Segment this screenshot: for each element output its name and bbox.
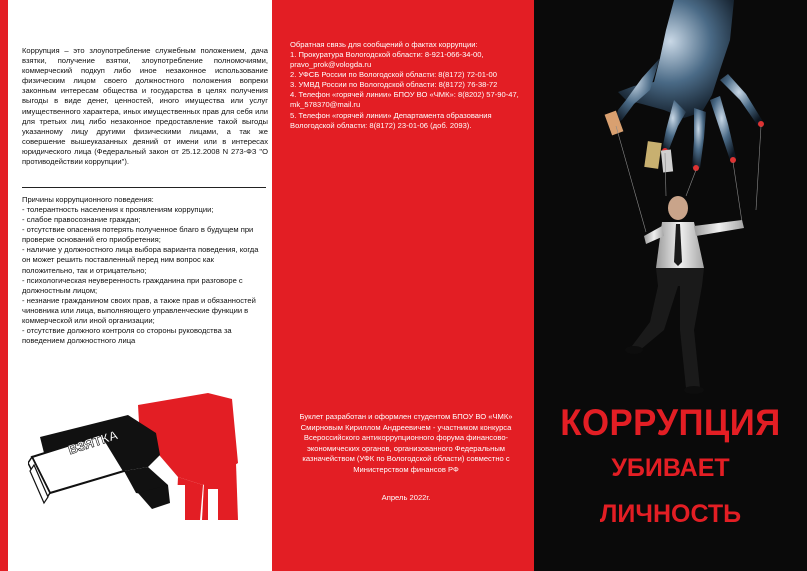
puppet-man-icon [625, 196, 744, 394]
cause-item: - толерантность населения к проявлениям коррупции; [22, 205, 214, 214]
credits-text: Буклет разработан и оформлен студентом БПОУ ВО «ЧМК» Смирновым Кириллом Андреевичем - участником конкурса Всероссийского антикоррупционного форума финансово-экономических органов, организованного Федеральным казначейством (УФК по Вологодской области) совместно с Министерством финансов РФ [299, 412, 513, 474]
contact-item: 3. УМВД России по Вологодской области: 8(8172) 76-38-72 [290, 80, 498, 90]
contact-item: 1. Прокуратура Вологодской области: 8-921-066-34-00, pravo_prok@vologda.ru [290, 50, 484, 70]
contact-item: 4. Телефон «горячей линии» БПОУ ВО «ЧМК»: 8(8202) 57-90-47, mk_578370@mail.ru [290, 90, 519, 110]
contact-item: 2. УФСБ России по Вологодской области: 8(8172) 72-01-00 [290, 70, 497, 80]
cover-title-line2: УБИВАЕТ [611, 454, 730, 482]
cause-item: - слабое правосознание граждан; [22, 215, 141, 225]
cover-panel [534, 0, 807, 571]
contacts-list [290, 50, 524, 131]
corruption-definition: Коррупция – это злоупотребление служебным положением, дача взятки, получение взятки, злоупотребление полномочиями, коммерческий подкуп либо иное незаконное использование физическим лицом своего должностного положения вопреки законным интересам общества и государства в целях получения выгоды в виде денег, ценностей, иного имущества или услуг имущественного характера, иных имущественных прав для себя или для третьих лиц либо незаконное предоставление такой выгоды указанному лицу другими физическими лицами, а так же совершение вышеуказанных деяний от имени или в интересах юридического лица (Федеральный закон от 25.12.2008 N 273-ФЗ "О противодействии коррупции"). [22, 46, 268, 167]
cause-item: - наличие у должностного лица выбора варианта поведения, когда он может решить поставленный перед ним вопрос как положительно, так и отрицательно; [22, 245, 259, 275]
contacts-title: Обратная связь для сообщений о фактах коррупции: [290, 40, 478, 49]
contact-item: 5. Телефон «горячей линии» Департамента образования Вологодской области: 8(8172) 23-01-06 (доб. 2093). [290, 110, 492, 130]
cause-item: - отсутствие должного контроля со стороны руководства за поведением должностного лица [22, 326, 232, 346]
causes-title: Причины коррупционного поведения: [22, 195, 154, 204]
cover-title-line3: ЛИЧНОСТЬ [599, 500, 742, 528]
left-panel [8, 0, 272, 571]
bribe-illustration [28, 385, 263, 520]
causes-list [22, 205, 266, 346]
cause-item: - отсутствие опасения потерять полученное благо в будущем при проверке оснований его приобретения; [22, 225, 254, 245]
cause-item: - психологическая неуверенность гражданина при разговоре с должностным лицом; [22, 275, 243, 295]
publication-date: Апрель 2022г. [381, 493, 431, 502]
bribe-label: ВЗЯТКА [66, 427, 120, 458]
cover-title-line1: КОРРУПЦИЯ [560, 402, 781, 443]
middle-panel [272, 0, 534, 571]
banknotes-icon [605, 111, 674, 173]
section-divider [22, 187, 266, 188]
puppeteer-hand-icon [613, 0, 764, 171]
puppet-illustration [534, 0, 807, 400]
cause-item: - незнание гражданином своих прав, а также прав и обязанностей чиновника или лица, выполняющего управленческие функции в коммерческой или иной организации; [22, 295, 256, 326]
puppet-strings [616, 126, 761, 232]
left-red-edge [0, 0, 8, 571]
